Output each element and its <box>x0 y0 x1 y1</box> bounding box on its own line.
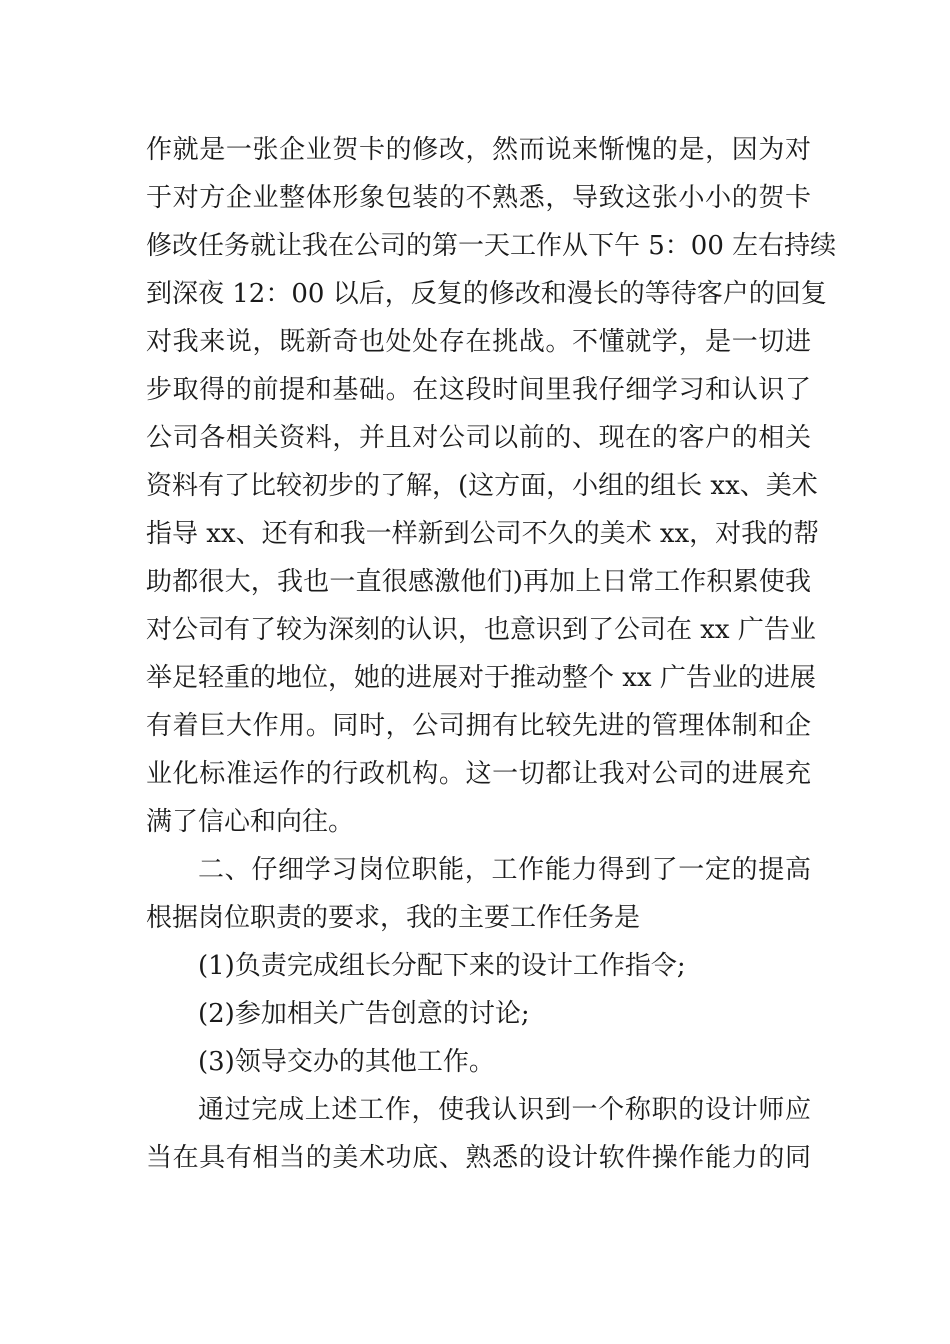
paragraph-line: 有着巨大作用。同时，公司拥有比较先进的管理体制和企 <box>146 711 811 741</box>
document-body <box>146 126 837 1182</box>
paragraph-line: 作就是一张企业贺卡的修改，然而说来惭愧的是，因为对 <box>146 135 811 165</box>
paragraph-line: 满了信心和向往。 <box>146 807 355 837</box>
paragraph-line: 步取得的前提和基础。在这段时间里我仔细学习和认识了 <box>146 375 811 405</box>
paragraph-line: 公司各相关资料，并且对公司以前的、现在的客户的相关 <box>146 423 811 453</box>
paragraph-line: 通过完成上述工作，使我认识到一个称职的设计师应 <box>198 1095 811 1125</box>
paragraph-line: 举足轻重的地位，她的进展对于推动整个 xx 广告业的进展 <box>146 663 816 693</box>
list-item: (1)负责完成组长分配下来的设计工作指令; <box>198 951 686 981</box>
paragraph-line: 业化标准运作的行政机构。这一切都让我对公司的进展充 <box>146 759 811 789</box>
paragraph-line: 根据岗位职责的要求，我的主要工作任务是 <box>146 903 641 933</box>
paragraph-line: 对我来说，既新奇也处处存在挑战。不懂就学，是一切进 <box>146 327 811 357</box>
paragraph-line: 于对方企业整体形象包装的不熟悉，导致这张小小的贺卡 <box>146 183 811 213</box>
list-item: (2)参加相关广告创意的讨论; <box>198 999 530 1029</box>
paragraph-line: 修改任务就让我在公司的第一天工作从下午 5：00 左右持续 <box>146 231 837 261</box>
paragraph-line: 当在具有相当的美术功底、熟悉的设计软件操作能力的同 <box>146 1143 811 1173</box>
list-item: (3)领导交办的其他工作。 <box>198 1047 495 1077</box>
paragraph-line: 助都很大，我也一直很感激他们)再加上日常工作积累使我 <box>146 567 811 597</box>
paragraph-line: 对公司有了较为深刻的认识，也意识到了公司在 xx 广告业 <box>146 615 816 645</box>
section-heading: 二、仔细学习岗位职能，工作能力得到了一定的提高 <box>198 855 811 885</box>
paragraph-line: 到深夜 12：00 以后，反复的修改和漫长的等待客户的回复 <box>146 279 827 309</box>
paragraph-line: 指导 xx、还有和我一样新到公司不久的美术 xx，对我的帮 <box>146 519 820 549</box>
paragraph-line: 资料有了比较初步的了解，(这方面，小组的组长 xx、美术 <box>146 471 818 501</box>
